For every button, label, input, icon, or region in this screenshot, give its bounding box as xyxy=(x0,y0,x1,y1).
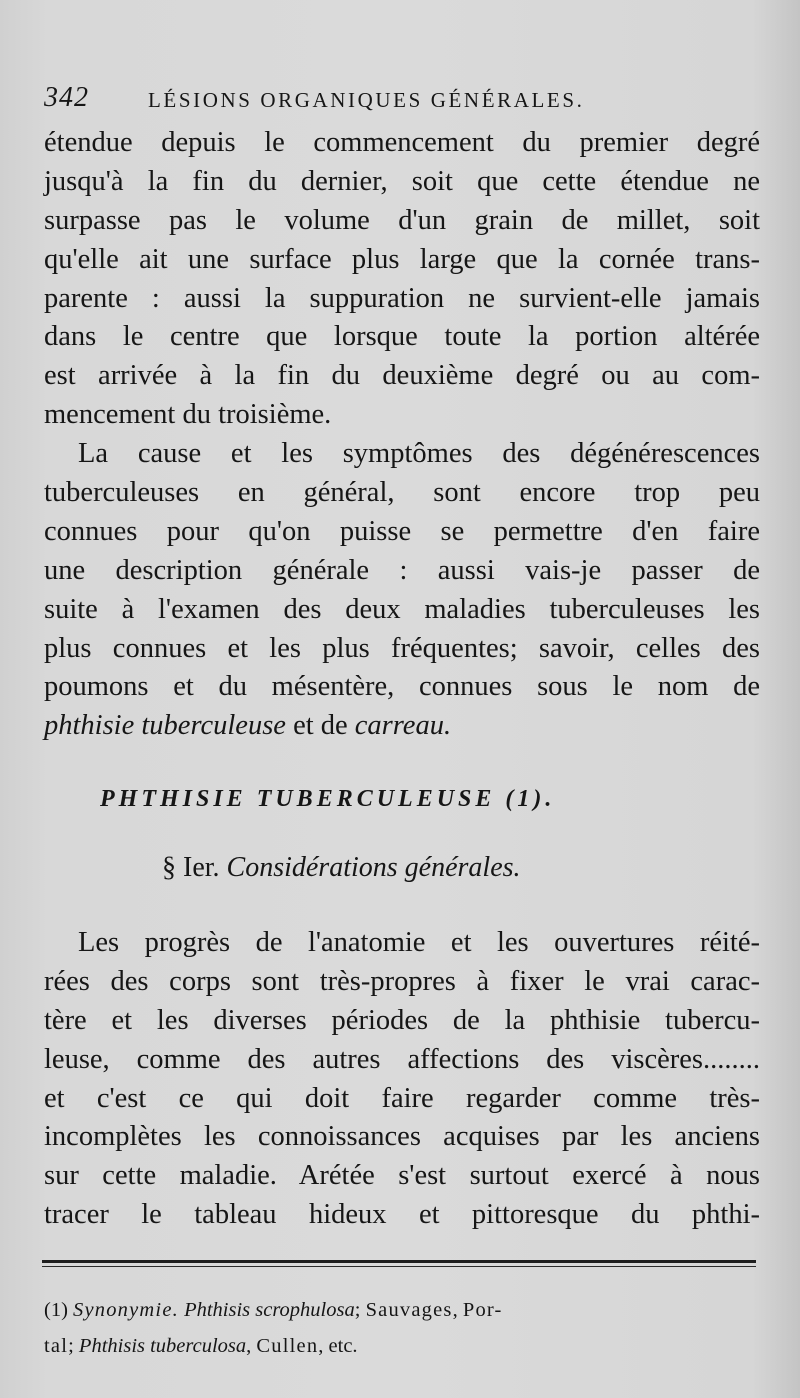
text-line: suite à l'examen des deux maladies tuberculeuses les xyxy=(44,593,760,625)
footnote-label: Synonymie. xyxy=(73,1299,179,1321)
footnote-term: Phthisis scrophulosa xyxy=(184,1299,355,1321)
footnote-line-2: tal; Phthisis tuberculosa, Cullen, etc. xyxy=(44,1335,358,1357)
text-line: et c'est ce qui doit faire regarder comme très- xyxy=(44,1082,760,1114)
text-line: leuse, comme des autres affections des viscères........ xyxy=(44,1043,760,1075)
text-line: tracer le tableau hideux et pittoresque du phthi- xyxy=(44,1199,760,1231)
text-line: tuberculeuses en général, sont encore trop peu xyxy=(44,477,760,509)
text-line xyxy=(44,707,760,746)
italic-term: phthisie tuberculeuse xyxy=(44,710,286,742)
footnote-marker: (1) xyxy=(44,1299,68,1321)
paragraph-1 xyxy=(44,124,760,435)
page-header xyxy=(44,82,764,122)
text-line: mencement du troisième. xyxy=(44,399,332,431)
text-line: qu'elle ait une surface plus large que la cornée trans- xyxy=(44,243,760,275)
text-line: Les progrès de l'anatomie et les ouvertures réité- xyxy=(78,927,760,958)
text-line: plus connues et les plus fréquentes; savoir, celles des xyxy=(44,632,760,664)
running-title: LÉSIONS ORGANIQUES GÉNÉRALES. xyxy=(148,88,585,112)
footnote xyxy=(44,1292,760,1364)
text-body-top xyxy=(44,124,760,746)
section-heading: PHTHISIE TUBERCULEUSE (1). xyxy=(100,786,556,812)
text-line: tère et les diverses périodes de la phthisie tubercu- xyxy=(44,1004,760,1036)
footnote-rule-thin xyxy=(42,1266,756,1267)
text-line: incomplètes les connoissances acquises par les anciens xyxy=(44,1121,760,1153)
text-line: une description générale : aussi vais-je passer de xyxy=(44,554,760,586)
footnote-author: Por- xyxy=(462,1299,503,1321)
paragraph-3 xyxy=(44,924,760,1235)
text-line: parente : aussi la suppuration ne survient-elle jamais xyxy=(44,282,760,314)
text-line: connues pour qu'on puisse se permettre d'en faire xyxy=(44,515,760,547)
text-body-bottom xyxy=(44,924,760,1235)
italic-term: carreau. xyxy=(354,710,452,742)
text-line: sur cette maladie. Arétée s'est surtout exercé à nous xyxy=(44,1160,760,1192)
subsection-title: Considérations générales. xyxy=(226,852,521,883)
footnote-line-1: (1) Synonymie. Phthisis scrophulosa; Sauvages, Por- xyxy=(44,1299,503,1321)
section-mark: § Ier. xyxy=(162,852,220,883)
footnote-author: Sauvages xyxy=(365,1299,453,1321)
subsection-heading xyxy=(162,852,521,884)
page-number: 342 xyxy=(44,82,89,113)
text-line: dans le centre que lorsque toute la portion altérée xyxy=(44,321,760,353)
footnote-etc: etc. xyxy=(328,1335,358,1357)
footnote-author: tal xyxy=(44,1335,69,1357)
paragraph-2 xyxy=(44,435,760,746)
footnote-term: Phthisis tuberculosa xyxy=(78,1335,247,1357)
footnote-author: Cullen xyxy=(256,1335,319,1357)
text-line: rées des corps sont très-propres à fixer le vrai carac- xyxy=(44,965,760,997)
text-line: surpasse pas le volume d'un grain de millet, soit xyxy=(44,204,760,236)
text-line: est arrivée à la fin du deuxième degré ou au com- xyxy=(44,360,760,392)
text-fragment: et de xyxy=(285,710,355,742)
text-line: étendue depuis le commencement du premier degré xyxy=(44,127,760,158)
footnote-rule xyxy=(42,1260,756,1263)
text-line: jusqu'à la fin du dernier, soit que cette étendue ne xyxy=(44,165,760,197)
text-line: La cause et les symptômes des dégénérescences xyxy=(78,438,760,470)
text-line: poumons et du mésentère, connues sous le nom de xyxy=(44,671,760,703)
